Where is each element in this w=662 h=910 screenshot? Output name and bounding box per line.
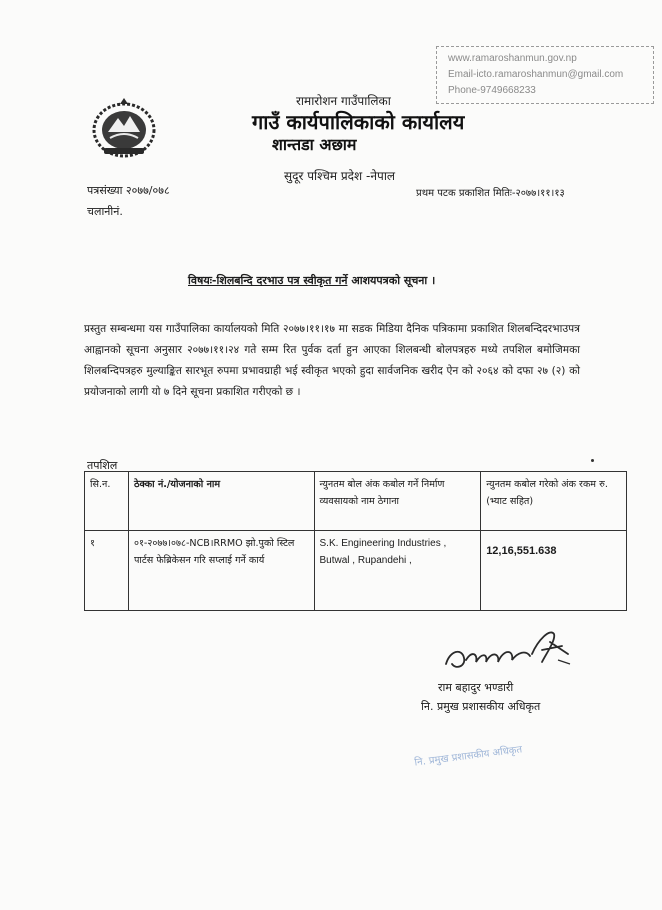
cell-amount xyxy=(481,531,627,611)
contact-box xyxy=(436,46,654,104)
header-sn: सि.न. xyxy=(85,472,129,531)
dispatch-number: चलानीनं. xyxy=(87,205,123,218)
header-project: ठेक्का नं./योजनाको नाम xyxy=(128,472,314,531)
cell-project: ०१-२०७७।०७८-NCB।RRMO झो.पुको स्टिल पार्टस फेब्रिकेसन गरि सप्लाई गर्ने कार्य xyxy=(128,531,314,611)
signatory-title: नि. प्रमुख प्रशासकीय अधिकृत xyxy=(421,700,541,713)
subject-prefix: विषयः-शिलबन्दि दरभाउ पत्र स्वीकृत गर्ने xyxy=(188,274,348,287)
website-text: www.ramaroshanmun.gov.np xyxy=(448,53,577,64)
signatory-name: राम बहादुर भण्डारी xyxy=(438,681,514,694)
table-header-row xyxy=(85,472,627,531)
nepal-emblem-icon xyxy=(90,96,158,160)
office-title: गाउँ कार्यपालिकाको कार्यालय xyxy=(252,110,465,134)
province-text: सुदूर पश्चिम प्रदेश -नेपाल xyxy=(284,169,396,183)
email-text: Email-icto.ramaroshanmun@gmail.com xyxy=(448,69,624,80)
contractor-address: Butwal , Rupandehi , xyxy=(319,555,412,566)
ink-dot xyxy=(591,459,594,462)
table-caption: तपशिल xyxy=(87,459,118,472)
phone-text: Phone-9749668233 xyxy=(448,85,536,96)
subject-line xyxy=(188,273,435,288)
amount-value: 12,16,551.638 xyxy=(486,545,557,557)
reference-number: पत्रसंख्या २०७७/०७८ xyxy=(87,184,170,197)
details-table xyxy=(84,471,627,611)
notice-body: प्रस्तुत सम्बन्धमा यस गाउँपालिका कार्यालयको मिति २०७७।११।१७ मा सडक मिडिया दैनिक पत्रिकामा प्रकाशित शिलबन्दिदरभाउपत्र आह्वानको सूचना अनुसार २०७७।११।२४ गते सम्म रित पुर्वक दर्ता हुन आएका शिलबन्धी बोलपत्रहरु मध्ये तपशिल बमोजिमका शिलबन्दिपत्रहरु मुल्याङ्कित सारभूत रुपमा प्रभावग्राही भई स्वीकृत भएको हुदा सार्वजनिक खरीद ऐन को २०६४ को दफा २७ (२) को प्रयोजनाको लागी यो ७ दिने सूचना प्रकाशित गरीएको छ । xyxy=(84,323,580,398)
municipality-name: रामारोशन गाउँपालिका xyxy=(296,94,391,108)
header-amount: न्युनतम कबोल गरेको अंक रकम रु. (भ्याट सहित) xyxy=(481,472,627,531)
table-row xyxy=(85,531,627,611)
contractor-name: S.K. Engineering Industries , xyxy=(319,538,447,549)
cell-contractor xyxy=(314,531,481,611)
office-location: शान्तडा अछाम xyxy=(272,135,357,154)
publication-date: प्रथम पटक प्रकाशित मितिः-२०७७।११।१३ xyxy=(416,188,565,199)
official-stamp: नि. प्रमुख प्रशासकीय अधिकृत xyxy=(413,744,523,769)
subject-suffix: आशयपत्रको सूचना । xyxy=(347,274,436,287)
signature-image xyxy=(438,620,578,678)
cell-sn: १ xyxy=(85,531,129,611)
header-contractor: न्युनतम बोल अंक कबोल गर्ने निर्माण व्यवसायको नाम ठेगाना xyxy=(314,472,481,531)
